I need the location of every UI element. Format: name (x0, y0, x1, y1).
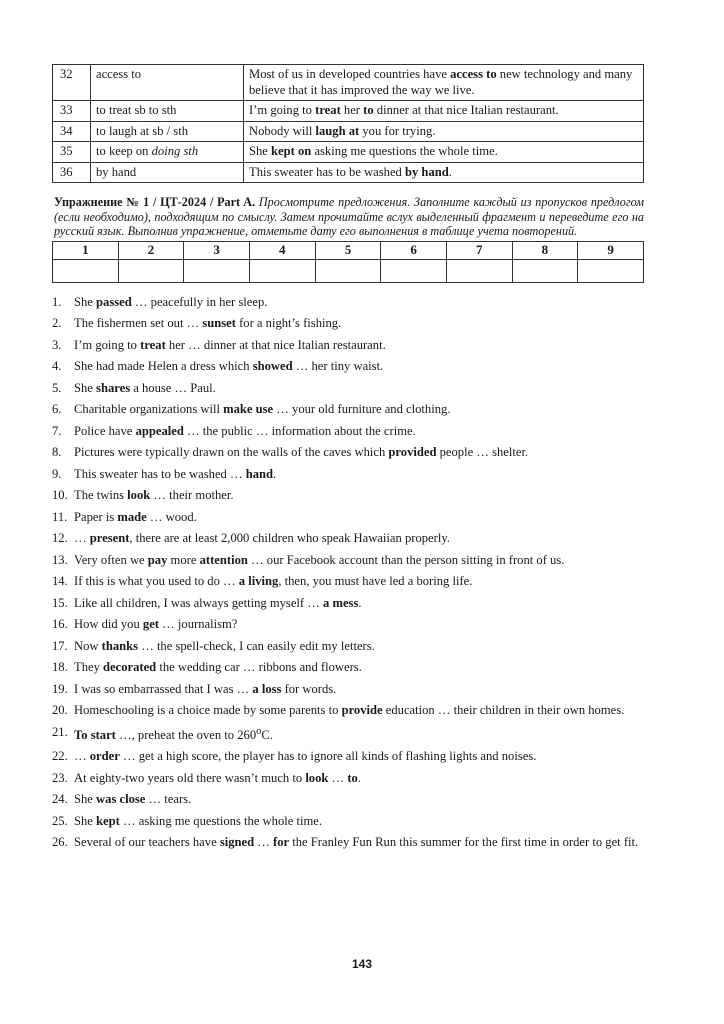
example-cell: Nobody will laugh at you for trying. (244, 121, 644, 142)
exercise-item (52, 769, 646, 787)
phrase-row (53, 65, 644, 101)
exercise-item (52, 680, 646, 698)
answer-table (52, 241, 644, 283)
exercise-text: … present, there are at least 2,000 children who speak Hawaiian properly. (74, 531, 450, 546)
phrase-row (53, 142, 644, 163)
phrase-cell: to treat sb to sth (91, 101, 244, 122)
exercise-text: Paper is made … wood. (74, 509, 197, 524)
exercise-number: 14. (52, 574, 68, 589)
exercise-number: 23. (52, 770, 68, 785)
exercise-item (52, 551, 646, 569)
exercise-text: Homeschooling is a choice made by some parents to provide education … their children in their own homes. (74, 703, 625, 718)
answer-column-header: 1 (53, 241, 119, 259)
exercise-text: If this is what you used to do … a living, then, you must have led a boring life. (74, 574, 473, 589)
exercise-text: Charitable organizations will make use … your old furniture and clothing. (74, 402, 451, 417)
exercise-number: 9. (52, 466, 62, 481)
example-cell: Most of us in developed countries have access to new technology and many believe that it has improved the way we live. (244, 65, 644, 101)
exercise-text: Now thanks … the spell-check, I can easily edit my letters. (74, 638, 375, 653)
phrase-row (53, 121, 644, 142)
exercise-number: 22. (52, 749, 68, 764)
exercise-text: At eighty-two years old there wasn’t much to look … to. (74, 770, 361, 785)
exercise-text: She shares a house … Paul. (74, 380, 216, 395)
exercise-item (52, 615, 646, 633)
exercise-number: 3. (52, 337, 62, 352)
exercise-text: Pictures were typically drawn on the walls of the caves which provided people … shelter. (74, 445, 529, 460)
exercise-text: The fishermen set out … sunset for a night’s fishing. (74, 316, 342, 331)
answer-column-header: 4 (249, 241, 315, 259)
page-number: 143 (351, 957, 373, 971)
exercise-item (52, 422, 646, 440)
exercise-number: 11. (52, 509, 68, 524)
exercise-item (52, 379, 646, 397)
exercise-number: 4. (52, 359, 62, 374)
exercise-number: 13. (52, 552, 68, 567)
answer-cell[interactable] (249, 259, 315, 282)
answer-column-header: 5 (315, 241, 381, 259)
exercise-item (52, 637, 646, 655)
phrase-cell: to keep on doing sth (91, 142, 244, 163)
exercise-item (52, 747, 646, 765)
exercise-number: 26. (52, 835, 68, 850)
exercise-text: Like all children, I was always getting myself … a mess. (74, 595, 362, 610)
exercise-text: This sweater has to be washed … hand. (74, 466, 277, 481)
answer-column-header: 3 (184, 241, 250, 259)
exercise-text: Police have appealed … the public … information about the crime. (74, 423, 416, 438)
exercise-number: 24. (52, 792, 68, 807)
exercise-item (52, 357, 646, 375)
answer-cell[interactable] (118, 259, 184, 282)
exercise-item (52, 594, 646, 612)
exercise-item (52, 812, 646, 830)
exercise-text: … order … get a high score, the player has to ignore all kinds of flashing lights and noises. (74, 749, 537, 764)
exercise-item (52, 529, 646, 547)
exercise-item (52, 833, 646, 851)
exercise-item (52, 314, 646, 332)
phrase-number: 35 (53, 142, 91, 163)
exercise-number: 18. (52, 660, 68, 675)
answer-cell[interactable] (446, 259, 512, 282)
example-cell: She kept on asking me questions the whole time. (244, 142, 644, 163)
exercise-item (52, 336, 646, 354)
phrase-number: 33 (53, 101, 91, 122)
phrase-row (53, 162, 644, 183)
exercise-number: 6. (52, 402, 62, 417)
example-cell: I’m going to treat her to dinner at that nice Italian restaurant. (244, 101, 644, 122)
answer-cell[interactable] (578, 259, 644, 282)
answer-column-header: 8 (512, 241, 578, 259)
exercise-item (52, 790, 646, 808)
phrase-cell: to laugh at sb / sth (91, 121, 244, 142)
answer-column-header: 7 (446, 241, 512, 259)
phrase-cell: access to (91, 65, 244, 101)
phrase-number: 34 (53, 121, 91, 142)
exercise-number: 5. (52, 380, 62, 395)
phrase-table (52, 64, 644, 183)
answer-cell[interactable] (381, 259, 447, 282)
answer-cell[interactable] (184, 259, 250, 282)
task-heading: Упражнение № 1 / ЦТ-2024 / Part A. (54, 195, 256, 209)
exercise-number: 2. (52, 316, 62, 331)
exercise-text: They decorated the wedding car … ribbons and flowers. (74, 660, 362, 675)
phrase-number: 36 (53, 162, 91, 183)
exercise-number: 19. (52, 681, 68, 696)
answer-column-header: 2 (118, 241, 184, 259)
exercise-number: 1. (52, 294, 62, 309)
exercise-number: 7. (52, 423, 62, 438)
exercise-number: 16. (52, 617, 68, 632)
example-cell: This sweater has to be washed by hand. (244, 162, 644, 183)
exercise-text: She had made Helen a dress which showed … her tiny waist. (74, 359, 384, 374)
phrase-row (53, 101, 644, 122)
exercise-text: The twins look … their mother. (74, 488, 234, 503)
exercise-text: I’m going to treat her … dinner at that nice Italian restaurant. (74, 337, 386, 352)
answer-cell[interactable] (315, 259, 381, 282)
exercise-number: 12. (52, 531, 68, 546)
exercise-number: 20. (52, 703, 68, 718)
answer-column-header: 6 (381, 241, 447, 259)
exercise-number: 10. (52, 488, 68, 503)
exercise-text: How did you get … journalism? (74, 617, 238, 632)
exercise-item (52, 443, 646, 461)
exercise-number: 21. (52, 724, 68, 739)
answer-column-header: 9 (578, 241, 644, 259)
phrase-cell: by hand (91, 162, 244, 183)
task-instructions (52, 195, 646, 239)
exercise-item (52, 572, 646, 590)
answer-cell[interactable] (53, 259, 119, 282)
exercise-number: 8. (52, 445, 62, 460)
page (52, 64, 646, 855)
exercise-item (52, 658, 646, 676)
exercise-text: To start …, preheat the oven to 260$^o$C. (74, 725, 273, 742)
exercise-item (52, 508, 646, 526)
exercise-item (52, 486, 646, 504)
exercise-list (52, 293, 646, 852)
exercise-text: I was so embarrassed that I was … a loss for words. (74, 681, 337, 696)
exercise-item (52, 723, 646, 744)
exercise-text: She was close … tears. (74, 792, 192, 807)
answer-cell[interactable] (512, 259, 578, 282)
phrase-number: 32 (53, 65, 91, 101)
exercise-item (52, 701, 646, 719)
exercise-text: Very often we pay more attention … our Facebook account than the person sitting in front of us. (74, 552, 565, 567)
exercise-item (52, 400, 646, 418)
exercise-number: 15. (52, 595, 68, 610)
exercise-item (52, 465, 646, 483)
task-text: Просмотрите предложения. Заполните каждый из пропусков предлогом (если необходимо), подходящим по смыслу. Затем прочитайте вслух выделенный фрагмент и переведите его на русский язык. Выполнив упражнение, отметьте дату его выполнения в таблице учета повторений. (54, 195, 644, 239)
exercise-text: She passed … peacefully in her sleep. (74, 294, 268, 309)
exercise-number: 25. (52, 813, 68, 828)
exercise-text: Several of our teachers have signed … for the Franley Fun Run this summer for the first time in order to get fit. (74, 835, 639, 850)
exercise-item (52, 293, 646, 311)
exercise-text: She kept … asking me questions the whole time. (74, 813, 323, 828)
exercise-number: 17. (52, 638, 68, 653)
